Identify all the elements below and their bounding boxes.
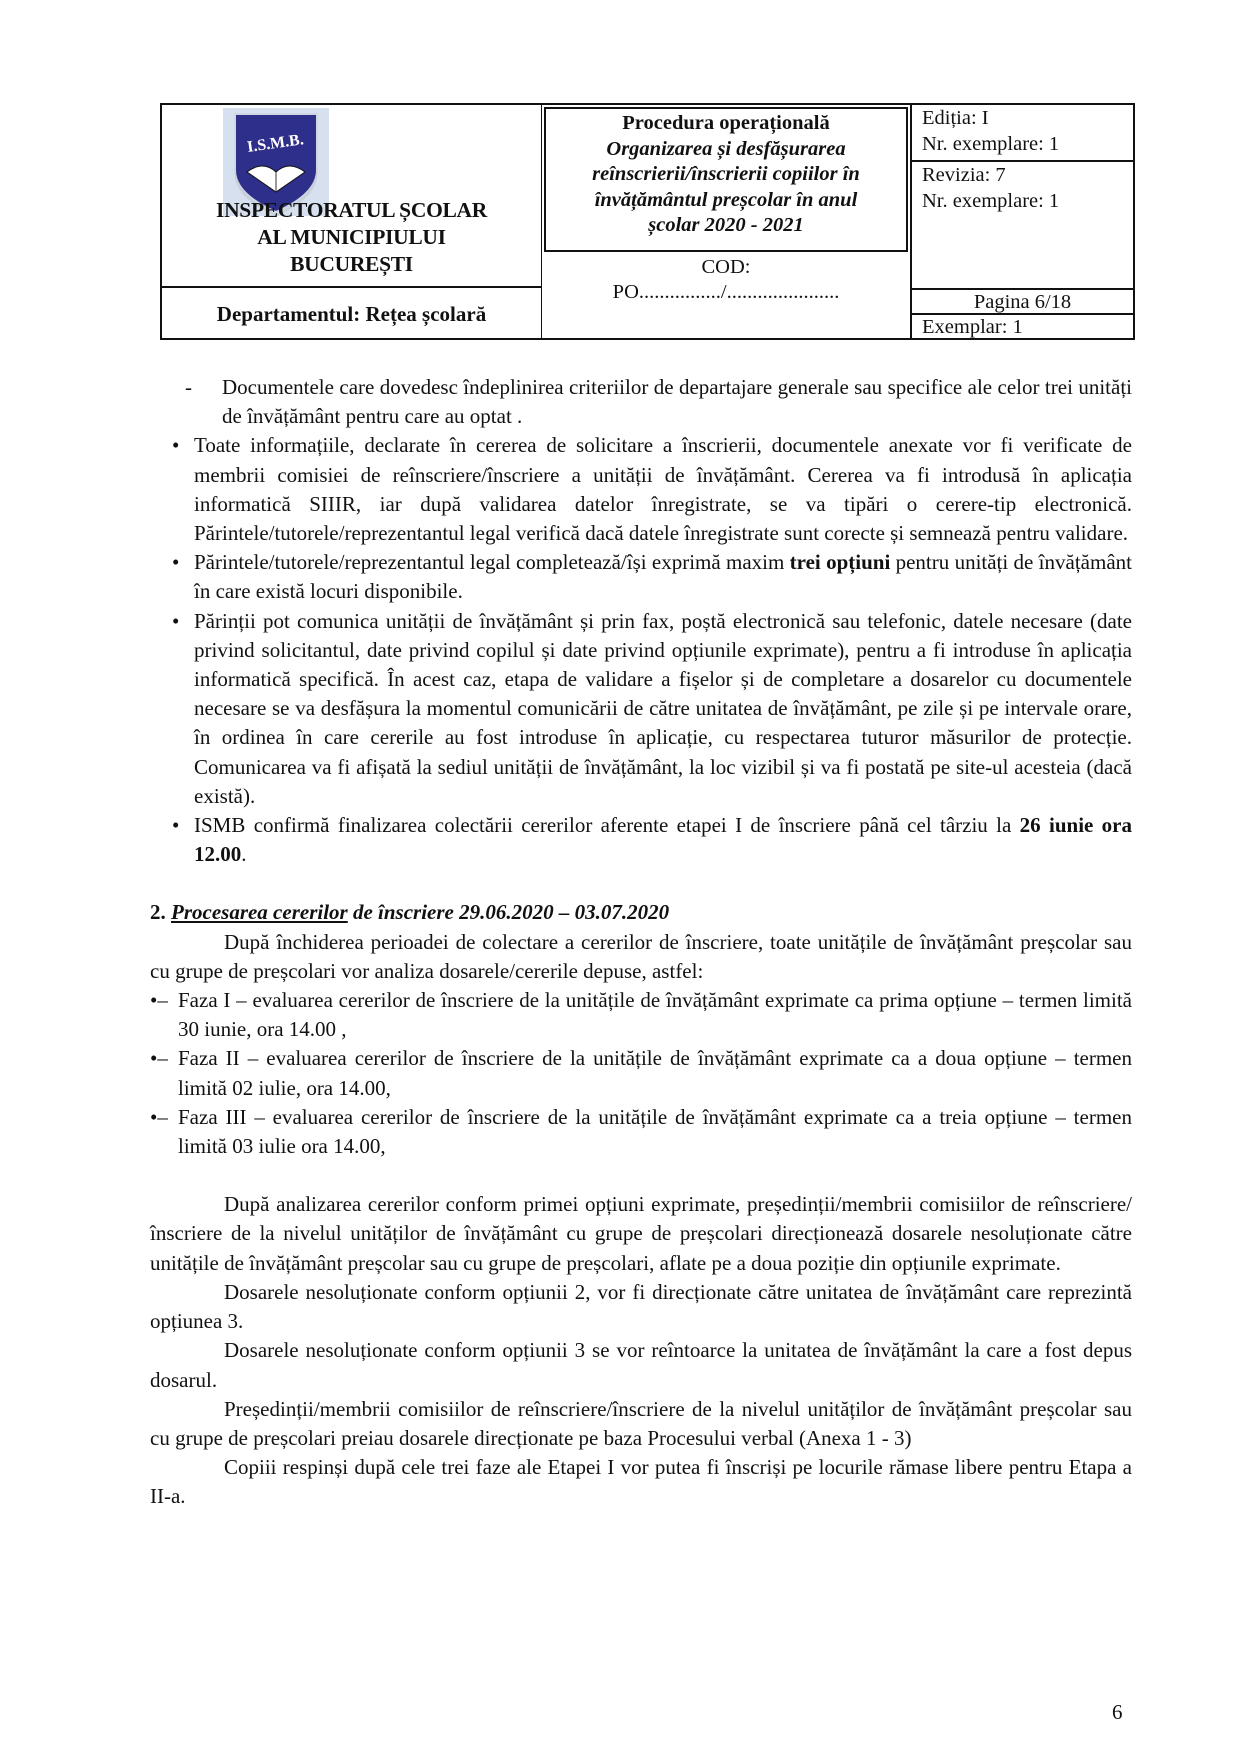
bullet-item: • ISMB confirmă finalizarea colectării cererilor aferente etapei I de înscriere până cel târziu la 26 iunie ora 12.00. [172, 813, 1133, 867]
edition-block [912, 105, 1133, 162]
procedure-subtitle-line: învățământul preșcolar în anul [594, 188, 858, 211]
procedure-title-box [544, 107, 908, 252]
institution-name: INSPECTORATUL ȘCOLAR AL MUNICIPIULUI BUCUREȘTI [216, 198, 487, 276]
procedure-code [542, 255, 910, 305]
bullet-icon: • [172, 608, 180, 633]
procedure-subtitle-line: Organizarea și desfășurarea [606, 137, 846, 160]
bullet-icon: • [172, 433, 180, 458]
bullet-item: • Toate informațiile, declarate în cererea de solicitare a înscrierii, documentele anexate vor fi verificate de membrii comisiei de reînscriere/înscriere a unității de învățământ. Cererea va fi introdusă în aplicația informatică SIIIR, iar după validarea datelor înregistrate, se va tipări o cerere-tip electronică. Părintele/tutorele/reprezentantul legal verifică dacă datele înregistrate sunt corecte și semnează pentru validare. [172, 433, 1132, 546]
bullet-item: • Părintele/tutorele/reprezentantul legal completează/își exprimă maxim trei opțiuni pentru unități de învățământ în care există locuri disponibile. [172, 550, 1132, 604]
cod-label: COD: [701, 256, 751, 278]
institution-block [162, 105, 541, 288]
copies-label: Nr. exemplare: 1 [922, 133, 1060, 155]
dash-list-item: - Documentele care dovedesc îndeplinirea criteriilor de departajare generale sau specifice ale celor trei unități de învățământ pentru care au optat . [185, 375, 1132, 429]
arrow-bullet-icon: •– [150, 988, 168, 1013]
paragraph: După închiderea perioadei de colectare a cererilor de înscriere, toate unitățile de învățământ preșcolar sau cu grupe de preșcolari vor analiza dosarele/cererile depuse, astfel: [150, 929, 1132, 983]
edition-label: Ediția: I [922, 107, 989, 129]
bullet-item: • Părinții pot comunica unității de învățământ și prin fax, poștă electronică sau telefonic, datele necesare (date privind solicitantul, date privind copilul și date privind opțiunile exprimate), pentru a fi introduse în aplicația informatică specifică. În acest caz, etapa de validare a fișelor și de completare a dosarelor cu documentele necesare se va desfășura la momentul comunicării de către unitatea de învățământ, pe zile și pe intervale orare, în ordinea în care cererile au fost introduse în aplicație, cu respectarea tuturor măsurilor de protecție. Comunicarea va fi afișată la sediul unității de învățământ, la loc vizibil și va fi postată pe site-ul acesteia (dacă există). [172, 608, 1132, 808]
bullet-icon: • [172, 813, 180, 838]
document-body [150, 373, 1132, 1512]
paragraph: Dosarele nesoluționate conform opțiunii 3 se vor reîntoarce la unitatea de învățământ la care a fost depus dosarul. [150, 1338, 1132, 1392]
procedure-title: Procedura operațională [622, 112, 830, 134]
procedure-subtitle-line: reînscrierii/înscrierii copiilor în [592, 163, 860, 185]
paragraph: Copiii respinși după cele trei faze ale Etapei I vor putea fi înscriși pe locurile rămase libere pentru Etapa a II-a. [150, 1455, 1132, 1509]
phase-item: •– Faza I – evaluarea cererilor de înscriere de la unitățile de învățământ exprimate ca prima opțiune – termen limită 30 iunie, ora 14.00 , [150, 988, 1132, 1042]
phase-item: •– Faza II – evaluarea cererilor de înscriere de la unitățile de învățământ exprimate ca a doua opțiune – termen limită 02 iulie, ora 14.00, [150, 1046, 1132, 1100]
page-number: 6 [1112, 1700, 1123, 1724]
phase-item: •– Faza III – evaluarea cererilor de înscriere de la unitățile de învățământ exprimate ca a treia opțiune – termen limită 03 iulie ora 14.00, [150, 1104, 1132, 1159]
page-indicator: Pagina 6/18 [912, 290, 1133, 315]
paragraph: Președinții/membrii comisiilor de reînscriere/înscriere de la nivelul unităților de învățământ preșcolar sau cu grupe de preșcolari preiau dosarele direcționate pe baza Procesului verbal (Anexa 1 - 3) [150, 1396, 1132, 1450]
section-heading: 2. Procesarea cererilor de înscriere 29.06.2020 – 03.07.2020 [150, 900, 670, 925]
copies-label: Nr. exemplare: 1 [922, 190, 1060, 212]
svg-text:I.S.M.B.: I.S.M.B. [246, 131, 305, 156]
department-label: Departamentul: Rețea școlară [216, 301, 487, 326]
arrow-bullet-icon: •– [150, 1104, 168, 1129]
exemplar-label: Exemplar: 1 [922, 316, 1023, 338]
edition-cell [912, 105, 1133, 338]
revision-block [912, 162, 1133, 290]
dash-bullet-icon: - [185, 375, 192, 399]
arrow-bullet-icon: •– [150, 1046, 168, 1071]
bullet-icon: • [172, 550, 180, 575]
paragraph: După analizarea cererilor conform primei opțiuni exprimate, președinții/membrii comisiilor de reînscriere/înscriere de la nivelul unităților de învățământ cu grupe de preșcolari direcționează dosarele nesoluționate către unitățile de învățământ preșcolar sau cu grupe de preșcolari, aflate pe a doua poziție din opțiunile exprimate. [150, 1192, 1132, 1275]
paragraph: Dosarele nesoluționate conform opțiunii 2, vor fi direcționate către unitatea de învățământ care reprezintă opțiunea 3. [150, 1279, 1132, 1334]
procedure-subtitle-line: școlar 2020 - 2021 [648, 214, 804, 236]
document-header-table [160, 103, 1135, 340]
procedure-cell [542, 105, 912, 338]
institution-cell [162, 105, 542, 338]
revision-label: Revizia: 7 [922, 164, 1006, 186]
cod-value: PO................/...................... [612, 281, 840, 303]
